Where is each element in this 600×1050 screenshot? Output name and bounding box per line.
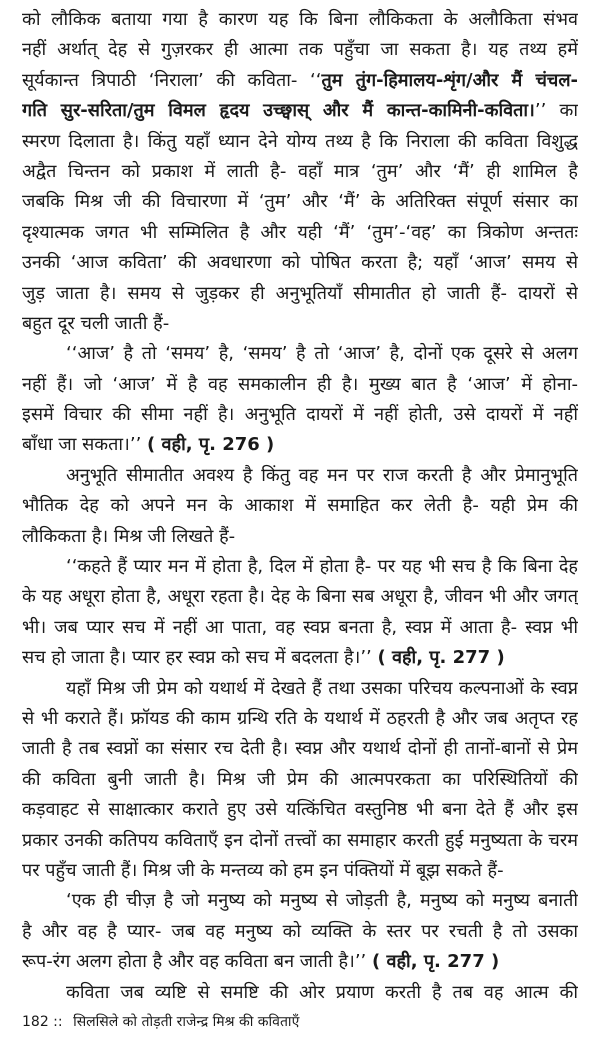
text-segment: अनुभूति सीमातीत अवश्य है किंतु वह मन पर राज करती है और प्रेमानुभूति (66, 464, 578, 486)
text-line (22, 582, 578, 612)
text-segment: पर पहुँच जाती हैं। मिश्र जी के मन्तव्य को हम इन पंक्तियों में बूझ सकते हैं- (22, 859, 504, 881)
text-segment: सच हो जाता है। प्यार हर स्वप्न को सच में बदलता है।’’ (22, 647, 378, 669)
text-line (22, 430, 578, 460)
text-segment: नहीं अर्थात् देह से गुज़रकर ही आत्मा तक पहुँचा जा सकता है। यह तथ्य हमें (22, 39, 578, 61)
bold-text-segment: तुम तुंग-हिमालय-शृंग/और मैं चंचल- (321, 69, 578, 91)
bold-text-segment: ( वही, पृ. 276 ) (147, 434, 275, 456)
text-line (22, 643, 578, 673)
page-footer (22, 1012, 299, 1032)
text-line (22, 674, 578, 704)
text-segment: सूर्यकान्त त्रिपाठी ‘निराला’ की कविता- ‘‘ (22, 69, 322, 91)
text-segment: रूप-रंग अलग होता है और वह कविता बन जाती है।’’ (22, 951, 372, 973)
text-line (22, 917, 578, 947)
text-segment: प्रकार उनकी कतिपय कविताएँ इन दोनों तत्त्वों का समाहार करती हुई मनुष्यता के चरम (22, 829, 578, 851)
text-segment: को लौकिक बताया गया है कारण यह कि बिना लौकिकता के अलौकिता संभव (22, 9, 578, 30)
text-line (22, 704, 578, 734)
text-segment: से भी कराते हैं। फ्रॉयड की काम ग्रन्थि रति के यथार्थ में ठहरती है और जब अतृप्त रह (22, 707, 578, 729)
bold-text-segment: ( वही, पृ. 277 ) (372, 951, 500, 973)
text-line (22, 400, 578, 430)
text-line (22, 5, 578, 35)
text-segment: कड़वाहट से साक्षात्कार कराते हुए उसे यत्किंचित वस्तुनिष्ठ भी बना देते हैं और इस (22, 799, 578, 821)
text-segment: जबकि मिश्र जी की विचारणा में ‘तुम’ और ‘मैं’ के अतिरिक्त संपूर्ण संसार का (22, 191, 578, 213)
text-segment: जुड़ जाता है। समय से जुड़कर ही अनुभूतियाँ सीमातीत हो जाती हैं- दायरों से (22, 282, 578, 304)
page-number: 182 :: (22, 1014, 63, 1030)
text-segment: ’’ का (534, 100, 578, 122)
text-line (22, 248, 578, 278)
text-line (22, 491, 578, 521)
text-segment: इसमें विचार की सीमा नहीं है। अनुभूति दायरों में नहीं होती, उसे दायरों में नहीं (22, 404, 578, 426)
bold-text-segment: ( वही, पृ. 277 ) (377, 647, 505, 669)
text-line (22, 127, 578, 157)
text-segment: नहीं हैं। जो ‘आज’ में है वह समकालीन ही है। मुख्य बात है ‘आज’ में होना- (22, 373, 578, 395)
text-segment: बाँधा जा सकता।’’ (22, 434, 148, 456)
text-line (22, 96, 578, 126)
text-segment: यहाँ मिश्र जी प्रेम को यथार्थ में देखते हैं तथा उसका परिचय कल्पनाओं के स्वप्न (66, 677, 578, 699)
text-line (22, 795, 578, 825)
text-segment: की कविता बुनी जाती है। मिश्र जी प्रेम की आत्मपरकता का परिस्थितियों की (22, 768, 578, 790)
text-line (22, 339, 578, 369)
text-segment: अद्वैत चिन्तन को प्रकाश में लाती है- वहाँ मात्र ‘तुम’ और ‘मैं’ ही शामिल है (22, 160, 578, 182)
text-segment: जाती है तब स्वप्नों का संसार रच देती है। स्वप्न और यथार्थ दोनों ही तानों-बानों से प्रेम (22, 738, 578, 760)
text-segment: स्मरण दिलाता है। किंतु यहाँ ध्यान देने योग्य तथ्य है कि निराला की कविता विशुद्ध (22, 130, 578, 152)
text-segment: भौतिक देह को अपने मन के आकाश में समाहित कर लेती है- यही प्रेम की (22, 495, 578, 517)
text-line (22, 370, 578, 400)
text-line (22, 66, 578, 96)
text-segment: भी। जब प्यार सच में नहीं आ पाता, वह स्वप्न बनता है, स्वप्न में आता है- स्वप्न भी (22, 616, 578, 638)
text-line (22, 826, 578, 856)
text-segment: ‘एक ही चीज़ है जो मनुष्य को मनुष्य से जोड़ती है, मनुष्य को मनुष्य बनाती (66, 890, 578, 912)
text-segment: ‘‘आज’ है तो ‘समय’ है, ‘समय’ है तो ‘आज’ है, दोनों एक दूसरे से अलग (66, 343, 578, 365)
text-segment: बहुत दूर चली जाती हैं- (22, 312, 170, 334)
text-segment: के यह अधूरा होता है, अधूरा रहता है। देह के बिना सब अधूरा है, जीवन भी और जगत् (22, 586, 578, 608)
text-line (22, 613, 578, 643)
text-line (22, 218, 578, 248)
text-line (22, 461, 578, 491)
text-line (22, 552, 578, 582)
text-line (22, 522, 578, 552)
text-line (22, 886, 578, 916)
text-segment: ‘‘कहते हैं प्यार मन में होता है, दिल में होता है- पर यह भी सच है कि बिना देह (66, 556, 578, 578)
text-line (22, 978, 578, 1008)
text-line (22, 187, 578, 217)
text-line (22, 157, 578, 187)
text-line (22, 856, 578, 886)
text-line (22, 279, 578, 309)
text-segment: उनकी ‘आज कविता’ की अवधारणा को पोषित करता है; यहाँ ‘आज’ समय से (22, 252, 578, 274)
text-line (22, 765, 578, 795)
running-title: सिलसिले को तोड़ती राजेन्द्र मिश्र की कविताएँ (73, 1014, 300, 1030)
text-line (22, 947, 578, 977)
text-segment: लौकिकता है। मिश्र जी लिखते हैं- (22, 525, 236, 547)
text-line (22, 309, 578, 339)
text-line (22, 734, 578, 764)
bold-text-segment: गति सुर-सरिता/तुम विमल हृदय उच्छ्वास् और मैं कान्त-कामिनी-कविता। (22, 100, 535, 122)
text-segment: है और वह है प्यार- जब वह मनुष्य को व्यक्ति के स्तर पर रचती है तो उसका (22, 920, 578, 942)
text-line (22, 35, 578, 65)
body-text (22, 5, 578, 1008)
text-segment: कविता जब व्यष्टि से समष्टि की ओर प्रयाण करती है तब वह आत्म की (66, 981, 578, 1003)
text-segment: दृश्यात्मक जगत भी सम्मिलित है और यही ‘मैं’ ‘तुम’-‘वह’ का त्रिकोण अन्ततः (22, 221, 578, 243)
